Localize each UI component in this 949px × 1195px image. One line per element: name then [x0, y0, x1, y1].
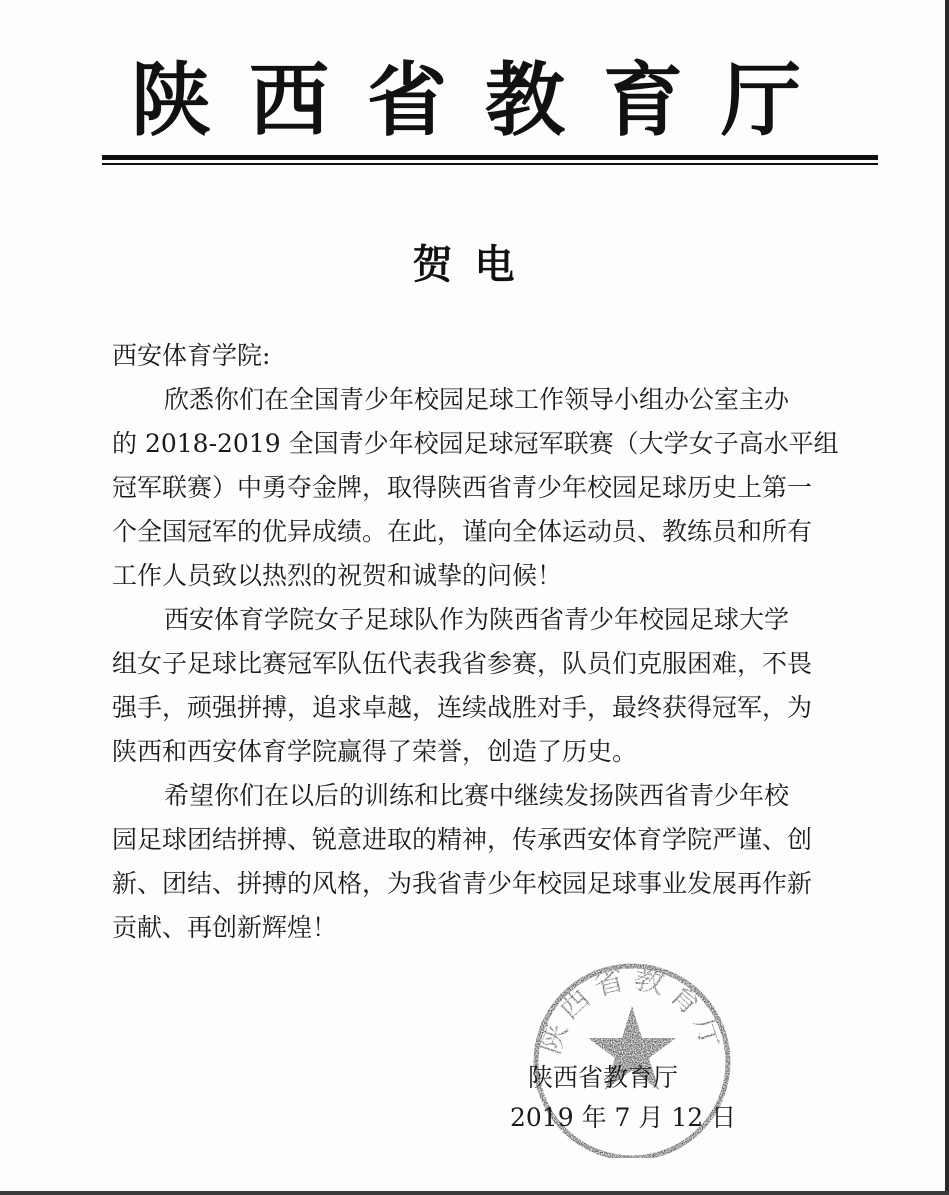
document-title: 贺电 — [412, 241, 537, 288]
seal-arc-text: 陕西省教育厅 — [532, 960, 732, 1059]
paragraph-line: 西安体育学院女子足球队作为陕西省青少年校园足球大学 — [164, 605, 790, 634]
letter-body — [112, 334, 839, 950]
paragraph-line: 新、团结、拼搏的风格，为我省青少年校园足球事业发展再作新 — [112, 869, 813, 898]
paragraph-1 — [112, 378, 839, 598]
paragraph-2 — [112, 598, 832, 774]
paragraph-line: 希望你们在以后的训练和比赛中继续发扬陕西省青少年校 — [164, 781, 790, 810]
scan-edge-right — [945, 0, 949, 1195]
paragraph-line: 陕西和西安体育学院赢得了荣誉，创造了历史。 — [112, 737, 638, 766]
paragraph-line: 强手，顽强拼搏，追求卓越，连续战胜对手，最终获得冠军，为 — [112, 693, 813, 722]
paragraph-line: 欣悉你们在全国青少年校园足球工作领导小组办公室主办 — [164, 385, 790, 414]
signature-org: 陕西省教育厅 — [528, 1063, 679, 1092]
letterhead-rule-thick — [102, 155, 878, 160]
signature-block — [510, 1058, 742, 1138]
salutation: 西安体育学院: — [112, 341, 271, 370]
paragraph-line: 贡献、再创新辉煌！ — [112, 913, 338, 942]
paragraph-line: 园足球团结拼搏、锐意进取的精神，传承西安体育学院严谨、创 — [112, 825, 813, 854]
paragraph-line: 冠军联赛）中勇夺金牌，取得陕西省青少年校园足球历史上第一 — [112, 473, 813, 502]
paragraph-line: 工作人员致以热烈的祝贺和诚挚的问候！ — [112, 561, 563, 590]
paragraph-line: 组女子足球比赛冠军队伍代表我省参赛，队员们克服困难，不畏 — [112, 649, 813, 678]
paragraph-line: 的 2018-2019 全国青少年校园足球冠军联赛（大学女子高水平组 — [112, 429, 839, 458]
signature-date: 2019 年 7 月 12 日 — [510, 1103, 737, 1132]
paragraph-3 — [112, 774, 832, 950]
scan-edge-bottom — [0, 1191, 949, 1195]
letterhead-org-name: 陕西省教育厅 — [131, 53, 839, 147]
letterhead-rule-thin — [102, 163, 878, 165]
paragraph-line: 个全国冠军的优异成绩。在此，谨向全体运动员、教练员和所有 — [112, 517, 813, 546]
